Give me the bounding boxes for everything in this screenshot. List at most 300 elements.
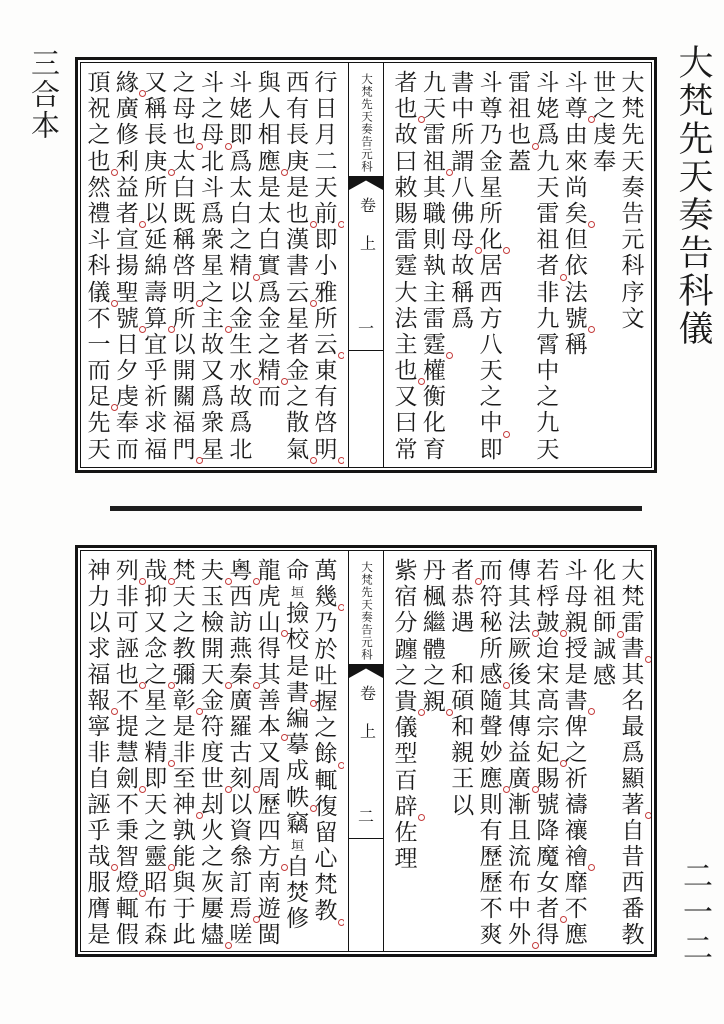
- honorific-space: [450, 637, 476, 662]
- glyph: 校: [286, 627, 310, 653]
- glyph: 善: [257, 688, 281, 713]
- glyph: 度: [201, 740, 224, 765]
- glyph: 益: [115, 174, 139, 200]
- glyph: 夕: [115, 358, 139, 384]
- glyph: 爲: [229, 410, 253, 436]
- reading-circle: [111, 300, 118, 307]
- glyph: 禱: [564, 792, 588, 817]
- glyph: 抑: [144, 584, 168, 609]
- glyph: 又: [144, 70, 168, 95]
- glyph: 矣: [563, 201, 589, 227]
- glyph: 不: [564, 896, 588, 921]
- glyph: 生: [229, 331, 253, 357]
- glyph: 宋: [536, 662, 560, 687]
- glyph: 來: [564, 148, 588, 174]
- glyph: 與: [172, 870, 196, 895]
- glyph: 留: [314, 819, 338, 845]
- glyph: 有: [314, 384, 338, 410]
- text-column-6: [171, 70, 197, 463]
- reading-circle: [310, 300, 317, 307]
- text-column-9: [86, 558, 112, 947]
- glyph: 緣: [114, 70, 140, 96]
- glyph: 號: [536, 792, 560, 817]
- glyph: 於: [314, 636, 338, 662]
- text-column-2: [285, 70, 311, 463]
- glyph: 叅: [229, 844, 253, 869]
- reading-circle: [281, 169, 288, 176]
- glyph: 云: [313, 332, 339, 358]
- glyph: 祝: [87, 96, 111, 122]
- glyph: 星: [479, 174, 503, 200]
- reading-circle: [532, 143, 539, 150]
- glyph: 誣: [87, 792, 111, 817]
- glyph: 提: [115, 714, 139, 739]
- glyph: 世: [200, 766, 226, 792]
- reading-circle: [253, 786, 260, 793]
- glyph: 廣: [507, 766, 533, 792]
- glyph: 楓: [422, 584, 446, 610]
- glyph: 傳: [508, 714, 531, 739]
- glyph: 中: [508, 896, 531, 921]
- glyph: 天: [479, 358, 503, 384]
- glyph: 以: [87, 610, 111, 635]
- reading-circle: [253, 916, 260, 923]
- reading-circle: [225, 326, 232, 333]
- glyph: 以: [229, 279, 253, 305]
- reading-circle: [225, 682, 232, 689]
- glyph: 書: [286, 253, 310, 279]
- glyph: 者: [394, 70, 418, 95]
- glyph: 隨: [479, 688, 503, 713]
- glyph: 法: [394, 305, 418, 331]
- glyph: 之: [593, 96, 617, 122]
- glyph: 太: [257, 200, 281, 226]
- glyph: 斗: [201, 174, 224, 200]
- glyph: 姥: [536, 96, 560, 122]
- glyph: 精: [143, 740, 169, 766]
- glyph: 方: [479, 305, 503, 331]
- glyph: 迨: [536, 636, 560, 661]
- glyph: 尚: [564, 174, 588, 200]
- glyph: 金: [201, 688, 224, 713]
- glyph: 姥: [229, 96, 253, 122]
- glyph: 最: [621, 714, 645, 739]
- glyph: 九: [536, 148, 560, 174]
- glyph: 天: [536, 174, 560, 200]
- glyph: 厥: [508, 636, 531, 661]
- glyph: 輒: [314, 767, 338, 793]
- glyph: 天: [87, 436, 111, 462]
- glyph: 禬: [563, 844, 589, 870]
- glyph: 粵: [228, 558, 254, 584]
- glyph: 金: [257, 305, 281, 331]
- text-column-7: [450, 70, 476, 463]
- glyph: 和: [451, 713, 475, 739]
- reading-circle: [111, 864, 118, 871]
- glyph: 其: [257, 662, 281, 687]
- glyph: 前: [313, 201, 339, 227]
- glyph: 垣: [291, 585, 305, 601]
- glyph: 天: [200, 662, 226, 688]
- glyph: 不: [87, 305, 111, 331]
- text-column-7: [450, 558, 476, 947]
- glyph: 玉: [201, 584, 224, 609]
- glyph: 中: [451, 96, 475, 122]
- glyph: 然: [87, 174, 111, 200]
- glyph: 斗: [87, 227, 111, 253]
- glyph: 廣: [115, 96, 139, 122]
- glyph: 大: [621, 558, 645, 583]
- glyph: 元: [621, 227, 645, 253]
- fishtail-mark: [349, 176, 383, 190]
- glyph: 奉: [115, 410, 139, 436]
- glyph: 又: [144, 610, 168, 635]
- glyph: 慧: [115, 740, 139, 765]
- glyph: 化: [478, 227, 504, 253]
- glyph: 神: [171, 792, 197, 818]
- glyph: 尊: [563, 96, 589, 122]
- glyph: 爲: [201, 200, 224, 226]
- glyph: 服: [87, 870, 111, 895]
- glyph: 爽: [479, 922, 503, 947]
- glyph: 居: [479, 253, 503, 279]
- glyph: 文: [621, 305, 645, 331]
- text-column-2: [285, 558, 311, 947]
- glyph: 足: [86, 384, 112, 410]
- reading-circle: [196, 457, 203, 464]
- glyph: 也: [393, 358, 419, 384]
- glyph: 者: [450, 558, 476, 584]
- glyph: 假: [115, 922, 139, 947]
- glyph: 萬: [314, 558, 338, 583]
- glyph: 所: [451, 122, 475, 148]
- glyph: 廣: [229, 688, 253, 713]
- reading-circle: [560, 630, 567, 637]
- glyph: 之: [394, 662, 418, 688]
- glyph: 焉: [228, 896, 254, 922]
- glyph: 星: [286, 305, 310, 331]
- glyph: 繼: [422, 610, 446, 636]
- glyph: 福: [144, 436, 168, 462]
- glyph: 布: [144, 896, 168, 921]
- glyph: 吐: [314, 662, 338, 688]
- glyph: 寧: [87, 714, 111, 739]
- reading-circle: [168, 864, 175, 871]
- glyph: 西: [621, 870, 645, 895]
- banxin-rule: [349, 838, 383, 839]
- glyph: 也: [171, 122, 197, 148]
- glyph: 握: [314, 688, 338, 714]
- text-column-2: [592, 70, 618, 463]
- glyph: 方: [256, 844, 282, 870]
- reading-circle: [532, 630, 539, 637]
- text-column-3: [256, 558, 282, 947]
- glyph: 衆: [201, 227, 224, 253]
- section-divider: [110, 506, 642, 511]
- glyph: 所: [479, 200, 503, 226]
- glyph: 由: [564, 122, 588, 148]
- glyph: 且: [508, 818, 531, 843]
- glyph: 壽: [144, 279, 168, 305]
- glyph: 列: [114, 558, 140, 584]
- glyph: 彰: [171, 688, 197, 714]
- glyph: 太: [229, 174, 253, 200]
- glyph: 求: [144, 410, 168, 436]
- glyph: 序: [621, 279, 645, 305]
- glyph: 妃: [535, 740, 561, 766]
- glyph: 漸: [508, 792, 531, 817]
- text-column-4: [535, 70, 561, 463]
- reading-circle: [111, 708, 118, 715]
- glyph: 外: [507, 922, 533, 948]
- banxin-title: 大梵先天奏告元科: [360, 561, 372, 661]
- glyph: 山: [256, 610, 282, 636]
- glyph: 梵: [621, 584, 645, 609]
- glyph: 行: [314, 70, 338, 95]
- glyph: 又: [201, 358, 224, 384]
- banxin-chapter: 卷上: [357, 685, 375, 761]
- glyph: 先: [621, 122, 645, 148]
- glyph: 之: [286, 384, 310, 410]
- glyph: 之: [564, 740, 588, 765]
- glyph: 有: [479, 818, 503, 843]
- glyph: 昭: [144, 870, 168, 895]
- glyph: 賜: [394, 200, 418, 226]
- glyph: 命: [286, 558, 310, 583]
- glyph: 金: [229, 305, 253, 331]
- glyph: 啓: [172, 253, 196, 279]
- glyph: 親: [451, 740, 475, 766]
- banxin-rule: [349, 350, 383, 351]
- glyph: 九: [536, 410, 560, 436]
- glyph: 嗟: [229, 922, 253, 947]
- reading-circle: [617, 631, 624, 638]
- glyph: 書: [563, 688, 589, 714]
- glyph: 稱: [451, 279, 475, 305]
- glyph: 聲: [479, 714, 503, 739]
- glyph: 散: [286, 410, 310, 436]
- glyph: 號: [114, 306, 140, 332]
- glyph: 若: [536, 558, 560, 583]
- glyph: 小: [314, 253, 338, 279]
- glyph: 開: [201, 636, 224, 661]
- text-column-5: [507, 558, 533, 947]
- banxin-chapter: 卷上: [357, 197, 375, 273]
- reading-circle: [225, 143, 232, 150]
- glyph: 佐: [394, 819, 418, 845]
- glyph: 所: [479, 636, 503, 661]
- glyph: 氣: [285, 437, 311, 463]
- glyph: 所: [172, 305, 196, 331]
- reading-circle: [168, 169, 175, 176]
- glyph: 輒: [115, 896, 139, 921]
- glyph: 母: [450, 227, 476, 253]
- reading-circle: [338, 457, 344, 464]
- glyph: 宣: [115, 227, 139, 253]
- glyph: 中: [478, 410, 504, 436]
- glyph: 即: [479, 436, 503, 462]
- glyph: 其: [508, 688, 531, 713]
- glyph: 梵: [172, 558, 196, 583]
- glyph: 儀: [394, 715, 418, 741]
- glyph: 與: [257, 70, 281, 95]
- glyph: 奏: [621, 174, 645, 200]
- glyph: 書: [285, 680, 311, 706]
- text-column-5: [507, 70, 533, 463]
- glyph: 即: [314, 227, 338, 253]
- glyph: 俾: [564, 714, 588, 739]
- glyph: 書: [451, 70, 475, 95]
- glyph: 親: [421, 689, 447, 715]
- glyph: 月: [314, 122, 338, 148]
- glyph: 之: [172, 70, 196, 95]
- glyph: 日: [115, 331, 139, 357]
- glyph: 彌: [172, 662, 196, 687]
- text-column-4: [228, 70, 254, 463]
- glyph: 體: [422, 636, 446, 662]
- glyph: 大: [394, 279, 418, 305]
- glyph: 即: [144, 766, 168, 791]
- glyph: 先: [87, 410, 111, 436]
- reading-circle: [418, 814, 425, 821]
- glyph: 哉: [86, 844, 112, 870]
- glyph: 者: [535, 896, 561, 922]
- glyph: 即: [229, 122, 253, 148]
- glyph: 雷: [394, 227, 418, 253]
- glyph: 書: [620, 636, 646, 662]
- glyph: 餘: [313, 741, 339, 767]
- glyph: 編: [286, 705, 310, 731]
- glyph: 傳: [508, 558, 531, 583]
- glyph: 親: [564, 610, 588, 635]
- glyph: 頂: [87, 70, 111, 95]
- reading-circle: [111, 169, 118, 176]
- glyph: 之: [479, 384, 503, 410]
- glyph: 自: [87, 766, 111, 791]
- banxin-title: 大梵先天奏告元科: [360, 73, 372, 173]
- glyph: 也: [114, 662, 140, 688]
- glyph: 北: [229, 436, 253, 462]
- glyph: 斗: [229, 70, 253, 95]
- glyph: 師: [592, 610, 618, 636]
- text-column-1: [313, 70, 339, 463]
- double-rule-frame: [80, 550, 652, 952]
- glyph: 雅: [314, 279, 338, 305]
- glyph: 科: [87, 253, 111, 279]
- reading-circle: [310, 700, 317, 707]
- glyph: 誣: [115, 636, 139, 661]
- glyph: 白: [229, 200, 253, 226]
- glyph: 燈: [114, 870, 140, 896]
- text-column-5: [200, 558, 226, 947]
- glyph: 法: [564, 279, 588, 305]
- glyph: 精: [228, 253, 254, 279]
- reading-circle: [168, 682, 175, 689]
- glyph: 化: [593, 558, 617, 583]
- glyph: 紫: [394, 558, 418, 583]
- glyph: 布: [508, 870, 531, 895]
- glyph: 星: [144, 688, 168, 713]
- glyph: 之: [201, 844, 224, 869]
- glyph: 二: [314, 148, 338, 174]
- glyph: 八: [479, 331, 503, 357]
- glyph: 延: [144, 227, 168, 253]
- glyph: 垣: [291, 837, 305, 853]
- glyph: 秦: [228, 662, 254, 688]
- glyph: 靈: [143, 844, 169, 870]
- glyph: 職: [422, 200, 446, 226]
- glyph: 金: [479, 148, 503, 174]
- glyph: 庚: [143, 149, 169, 175]
- glyph: 復: [314, 793, 338, 819]
- glyph: 星: [201, 253, 224, 279]
- glyph: 雷: [621, 610, 645, 635]
- glyph: 力: [87, 584, 111, 609]
- glyph: 之: [143, 662, 169, 688]
- glyph: 賜: [536, 766, 560, 791]
- glyph: 所: [144, 174, 168, 200]
- glyph: 至: [172, 766, 196, 791]
- glyph: 天: [144, 792, 168, 817]
- glyph: 明: [313, 437, 339, 463]
- reading-circle: [196, 143, 203, 150]
- glyph: 九: [422, 70, 446, 95]
- glyph: 斗: [536, 70, 560, 95]
- glyph: 燼: [200, 922, 226, 948]
- glyph: 之: [87, 122, 111, 148]
- glyph: 中: [536, 358, 560, 384]
- glyph: 爲: [201, 384, 224, 410]
- glyph: 四: [257, 818, 281, 843]
- glyph: 是: [564, 662, 588, 687]
- glyph: 聖: [115, 279, 139, 305]
- text-column-9: [86, 70, 112, 463]
- glyph: 告: [621, 200, 645, 226]
- glyph: 爲: [536, 122, 560, 148]
- glyph: 乎: [144, 358, 168, 384]
- glyph: 報: [86, 688, 112, 714]
- glyph: 竊: [286, 810, 310, 836]
- glyph: 百: [394, 767, 418, 793]
- glyph: 也: [507, 122, 533, 148]
- text-column-1: [313, 558, 339, 947]
- glyph: 貴: [393, 689, 419, 715]
- glyph: 而: [115, 436, 139, 462]
- glyph: 教: [172, 636, 196, 661]
- folio-page-number: 二一二: [678, 860, 711, 968]
- fishtail-mark: [349, 664, 383, 678]
- text-column-6: [478, 70, 504, 463]
- glyph: 桴: [536, 584, 560, 609]
- left-half-page: [81, 63, 344, 467]
- glyph: 辟: [393, 794, 419, 820]
- glyph: 智: [115, 844, 139, 869]
- glyph: 祈: [564, 766, 588, 791]
- glyph: 日: [314, 96, 338, 122]
- glyph: 宿: [394, 584, 418, 610]
- glyph: 恭: [451, 584, 475, 610]
- glyph: 八: [451, 174, 475, 200]
- glyph: 虔: [115, 384, 139, 410]
- glyph: 霆: [421, 332, 447, 358]
- glyph: 門: [171, 437, 197, 463]
- reading-circle: [560, 274, 567, 281]
- text-column-6: [171, 558, 197, 947]
- glyph: 依: [564, 253, 588, 279]
- text-block-lower: [75, 545, 657, 957]
- text-column-3: [563, 70, 589, 463]
- glyph: 福: [87, 662, 111, 687]
